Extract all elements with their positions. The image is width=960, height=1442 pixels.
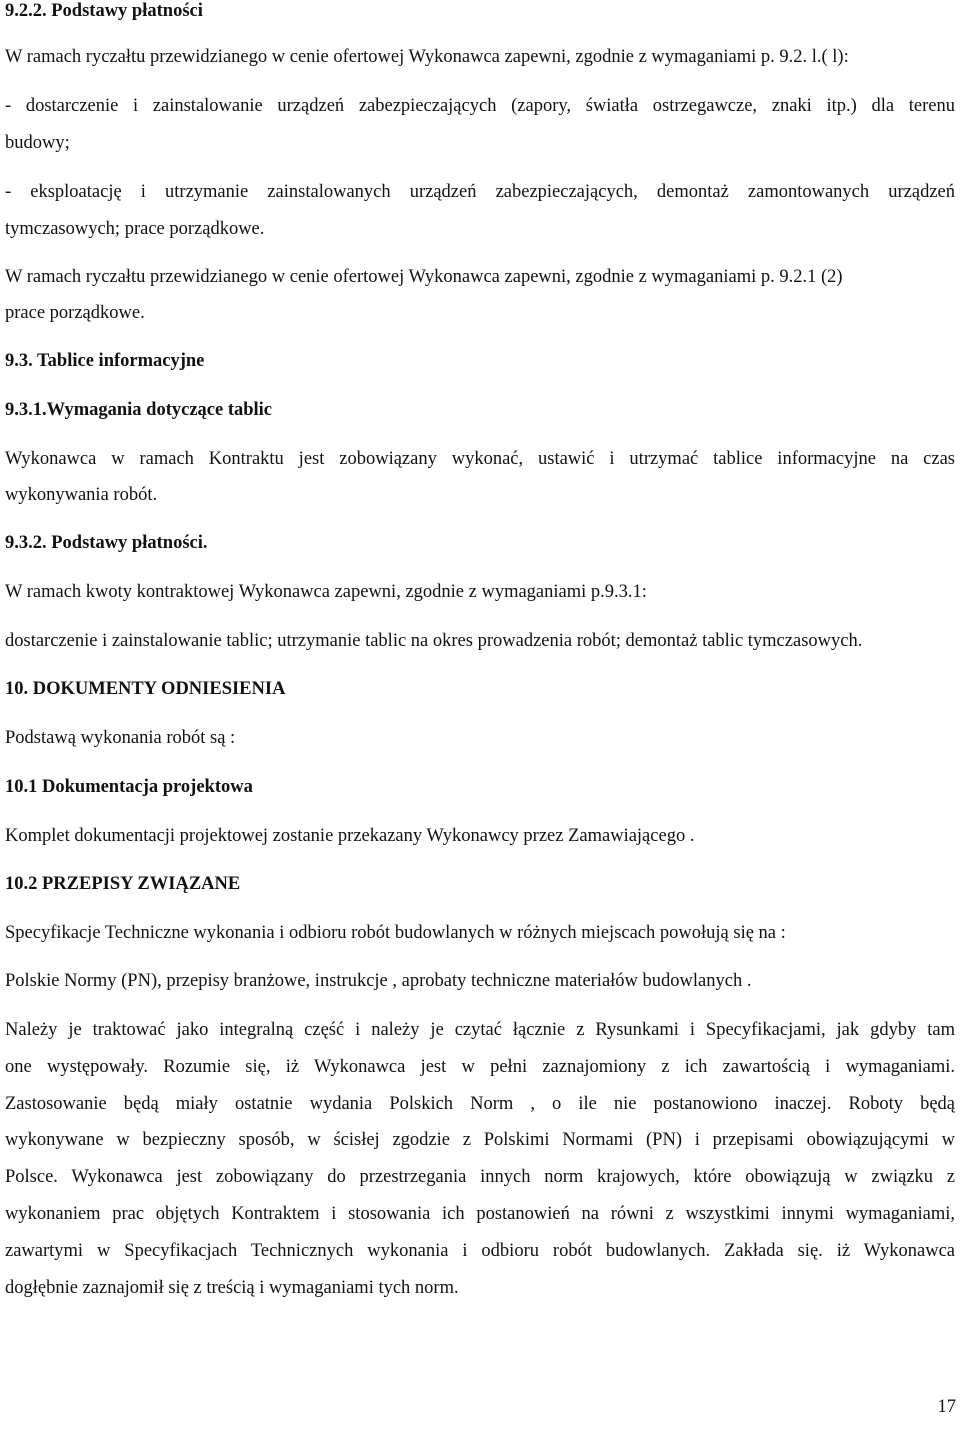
section-heading-10-1: 10.1 Dokumentacja projektowa: [5, 777, 253, 797]
paragraph-boards-line-1: Wykonawca w ramach Kontraktu jest zobowiązany wykonać, ustawić i utrzymać tablice informacyjne na czas: [5, 449, 955, 469]
paragraph-cleanup-line-2: prace porządkowe.: [5, 303, 145, 323]
section-heading-9-3-1: 9.3.1.Wymagania dotyczące tablic: [5, 400, 273, 420]
section-heading-9-3: 9.3. Tablice informacyjne: [5, 351, 205, 371]
paragraph-cleanup-line-1: W ramach ryczałtu przewidzianego w cenie ofertowej Wykonawca zapewni, zgodnie z wymaganiami p. 9.2.1 (2): [5, 267, 843, 287]
paragraph-integral-part-line: zawartymi w Specyfikacjach Technicznych wykonania i odbioru robót budowlanych. Zakłada się. iż Wykonawca: [5, 1241, 955, 1261]
page-number: 17: [937, 1397, 956, 1417]
paragraph-integral-part-line: one występowały. Rozumie się, iż Wykonawca jest w pełni zaznajomiony z ich zawartością i wymaganiami.: [5, 1057, 955, 1077]
paragraph-basis: Podstawą wykonania robót są :: [5, 728, 236, 748]
section-heading-10-2: 10.2 PRZEPISY ZWIĄZANE: [5, 874, 241, 894]
section-heading-9-2-2: 9.2.2. Podstawy płatności: [5, 1, 203, 21]
paragraph-specifications: Specyfikacje Techniczne wykonania i odbioru robót budowlanych w różnych miejscach powołują się na :: [5, 923, 786, 943]
paragraph-integral-part-line: Polsce. Wykonawca jest zobowiązany do przestrzegania innych norm krajowych, które obowiązują w związku z: [5, 1167, 955, 1187]
paragraph-boards-line-2: wykonywania robót.: [5, 485, 158, 505]
section-heading-9-3-2: 9.3.2. Podstawy płatności.: [5, 533, 208, 553]
paragraph-integral-part-line: wykonywane w bezpieczny sposób, w ścisłej zgodzie z Polskimi Normami (PN) i przepisami obowiązującymi w: [5, 1130, 955, 1150]
paragraph-integral-part-line: Zastosowanie będą miały ostatnie wydania Polskich Norm , o ile nie postanowiono inaczej. Roboty będą: [5, 1094, 955, 1114]
paragraph-integral-part-line: wykonaniem prac objętych Kontraktem i stosowania ich postanowień na równi z wszystkimi innymi wymaganiami,: [5, 1204, 955, 1224]
bullet-operation-line-2: tymczasowych; prace porządkowe.: [5, 219, 265, 239]
paragraph-integral-part-line: dogłębnie zaznajomił się z treścią i wymaganiami tych norm.: [5, 1278, 459, 1298]
paragraph-integral-part-line: Należy je traktować jako integralną część i należy je czytać łącznie z Rysunkami i Specyfikacjami, jak gdyby tam: [5, 1020, 955, 1040]
paragraph-payment-basis: W ramach ryczałtu przewidzianego w cenie ofertowej Wykonawca zapewni, zgodnie z wymaganiami p. 9.2. l.( l):: [5, 47, 849, 67]
bullet-security-devices-line-2: budowy;: [5, 133, 70, 153]
paragraph-project-documentation: Komplet dokumentacji projektowej zostanie przekazany Wykonawcy przez Zamawiającego .: [5, 826, 695, 846]
paragraph-boards-delivery: dostarczenie i zainstalowanie tablic; utrzymanie tablic na okres prowadzenia robót; demontaż tablic tymczasowych.: [5, 631, 863, 651]
paragraph-contract-amount: W ramach kwoty kontraktowej Wykonawca zapewni, zgodnie z wymaganiami p.9.3.1:: [5, 582, 647, 602]
section-heading-10: 10. DOKUMENTY ODNIESIENIA: [5, 679, 286, 699]
bullet-operation-line-1: - eksploatację i utrzymanie zainstalowanych urządzeń zabezpieczających, demontaż zamontowanych urządzeń: [5, 182, 955, 202]
paragraph-polish-norms: Polskie Normy (PN), przepisy branżowe, instrukcje , aprobaty techniczne materiałów budowlanych .: [5, 971, 752, 991]
bullet-security-devices-line-1: - dostarczenie i zainstalowanie urządzeń zabezpieczających (zapory, światła ostrzegawcze, znaki itp.) dla terenu: [5, 96, 955, 116]
